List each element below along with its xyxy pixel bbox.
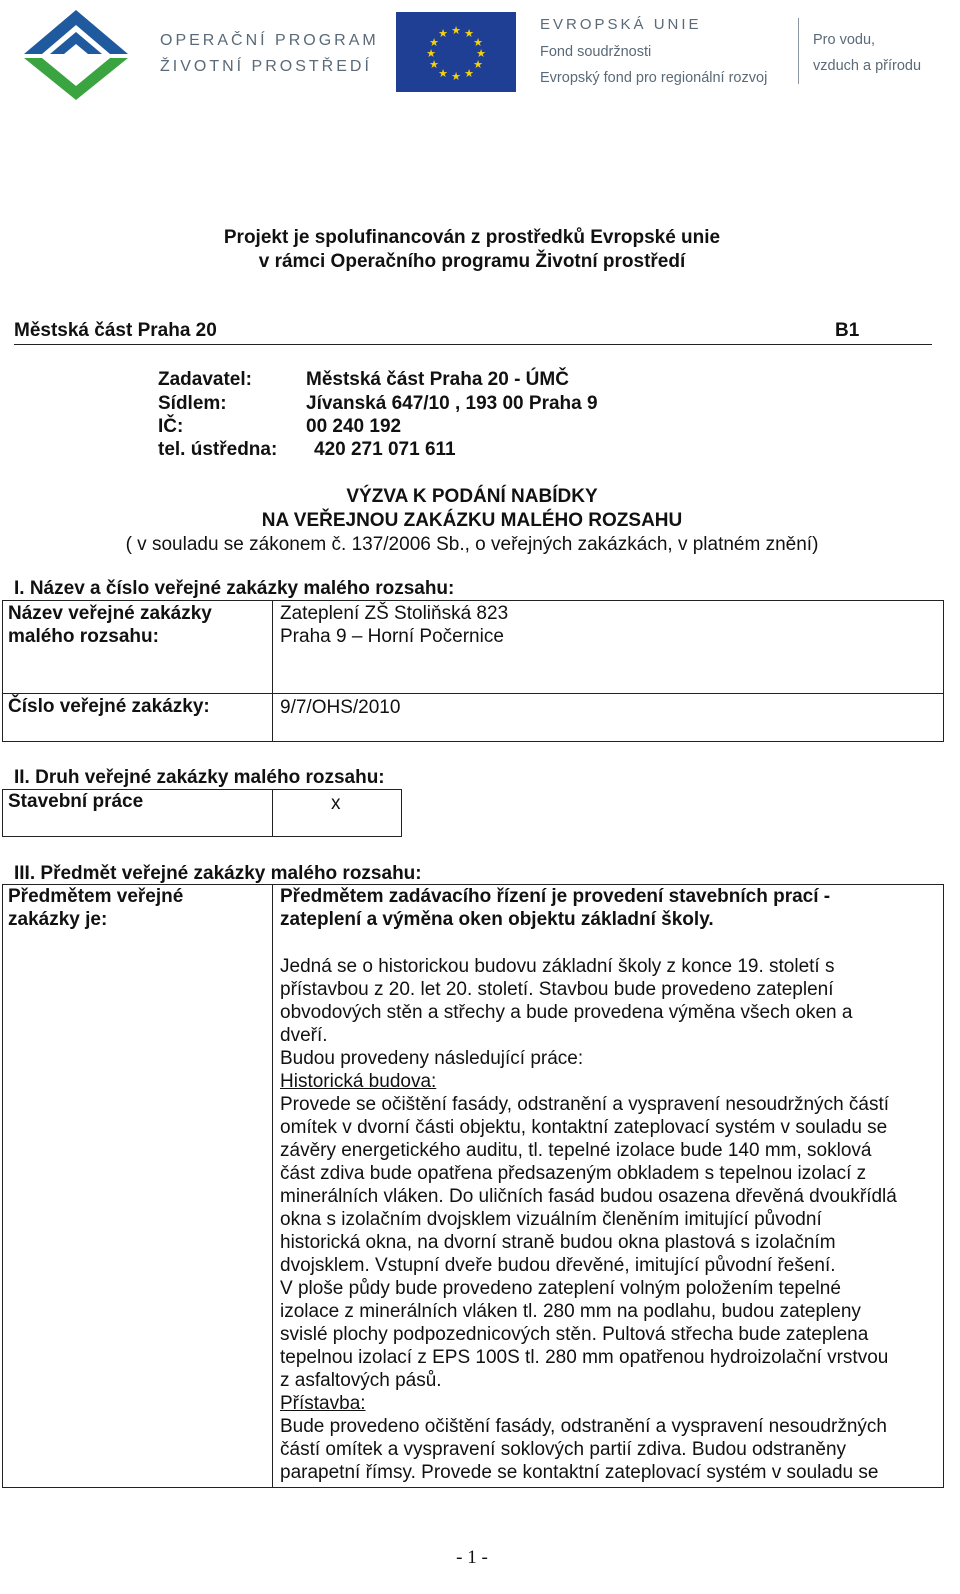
description-line: část zdiva bude opatřena předsazeným obkladem s tepelnou izolací z [280, 1163, 867, 1184]
description-line: závěry energetického auditu, tl. tepelné izolace bude 140 mm, soklová [280, 1140, 872, 1161]
eu-fund-1: Fond soudržnosti [540, 44, 652, 60]
label-tel: tel. ústředna: [158, 439, 278, 460]
document-code: B1 [835, 320, 860, 341]
description-line: Jedná se o historickou budovu základní školy z konce 19. století s [280, 956, 835, 977]
municipality-name: Městská část Praha 20 [14, 320, 217, 341]
name-label-1: Název veřejné zakázky [8, 603, 212, 624]
description-line: minerálních vláken. Do uličních fasád budou osazena dřevěná dvoukřídlá [280, 1186, 897, 1207]
label-ic: IČ: [158, 416, 184, 437]
description-subheading: Historická budova: [280, 1071, 437, 1092]
header-divider [798, 18, 799, 84]
slogan-2: vzduch a přírodu [813, 58, 922, 74]
op-logo-text-2: ŽIVOTNÍ PROSTŘEDÍ [160, 58, 372, 75]
description-line: Bude provedeno očištění fasády, odstranění a vyspravení nesoudržných [280, 1416, 887, 1437]
slogan-1: Pro vodu, [813, 32, 876, 48]
svg-text:★: ★ [464, 67, 474, 80]
intro-line-1: Projekt je spolufinancován z prostředků Evropské unie [223, 227, 721, 248]
description-line: obvodových stěn a střechy a bude provedena výměna všech oken a [280, 1002, 853, 1023]
description-line: parapetní římsy. Provede se kontaktní zateplovací systém v souladu se [280, 1462, 879, 1483]
description-line: dveří. [280, 1025, 328, 1046]
description-line: přístavbou z 20. let 20. století. Stavbou bude provedeno zateplení [280, 979, 834, 1000]
description-line: tepelnou izolací z EPS 100S tl. 280 mm opatřenou hydroizolační vrstvou [280, 1347, 889, 1368]
title-line-2: NA VEŘEJNOU ZAKÁZKU MALÉHO ROZSAHU [261, 510, 683, 531]
value-tel: 420 271 071 611 [314, 439, 456, 460]
description-line: historická okna, na dvorní straně budou okna plastová s izolačním [280, 1232, 836, 1253]
description-line: okna s izolačním dvojsklem vizuálním členěním imitující původní [280, 1209, 822, 1230]
eu-flag [396, 12, 516, 92]
page-number: - 1 - [456, 1547, 488, 1568]
svg-text:★: ★ [464, 27, 474, 40]
subject-label-2: zakázky je: [8, 909, 108, 930]
op-logo-text-1: OPERAČNÍ PROGRAM [160, 32, 379, 49]
subject-label-1: Předmětem veřejné [8, 886, 184, 907]
name-value-1: Zateplení ZŠ Stoliňská 823 [280, 603, 509, 624]
description-line: z asfaltových pásů. [280, 1370, 442, 1391]
number-value: 9/7/OHS/2010 [280, 697, 401, 718]
eu-fund-2: Evropský fond pro regionální rozvoj [540, 70, 768, 86]
value-sidlem: Jívanská 647/10 , 193 00 Praha 9 [306, 393, 598, 414]
description-line: dvojsklem. Vstupní dveře budou dřevěné, imitující původní řešení. [280, 1255, 836, 1276]
section-2-heading: II. Druh veřejné zakázky malého rozsahu: [14, 767, 385, 788]
description-line: V ploše půdy bude provedeno zateplení volným položením tepelné [280, 1278, 841, 1299]
svg-text:★: ★ [426, 47, 436, 60]
section-1-col-divider [272, 600, 273, 742]
svg-text:★: ★ [438, 67, 448, 80]
description-line: izolace z minerálních vláken tl. 280 mm na podlahu, budou zatepleny [280, 1301, 861, 1322]
description-subheading: Přístavba: [280, 1393, 366, 1414]
svg-text:★: ★ [429, 36, 439, 49]
work-type-label: Stavební práce [8, 791, 144, 812]
label-zadavatel: Zadavatel: [158, 369, 252, 390]
svg-text:★: ★ [438, 27, 448, 40]
section-2-col-divider [272, 789, 273, 837]
op-zp-logo [14, 6, 139, 102]
subject-bold-1: Předmětem zadávacího řízení je provedení stavebních prací - [280, 886, 831, 907]
section-3-col-divider [272, 884, 273, 1488]
description-line: Budou provedeny následující práce: [280, 1048, 584, 1069]
description-line: částí omítek a vyspravení soklových partií zdiva. Budou odstraněny [280, 1439, 847, 1460]
description-line: svislé plochy podpozednicových stěn. Pultová střecha bude zateplena [280, 1324, 869, 1345]
description-line: omítek v dvorní části objektu, kontaktní zateplovací systém v souladu se [280, 1117, 888, 1138]
description-line: Provede se očištění fasády, odstranění a vyspravení nesoudržných částí [280, 1094, 890, 1115]
eu-title: EVROPSKÁ UNIE [540, 16, 702, 33]
subject-description [280, 955, 940, 1484]
section-3-heading: III. Předmět veřejné zakázky malého rozsahu: [14, 863, 422, 884]
svg-text:★: ★ [451, 70, 461, 83]
svg-text:★: ★ [451, 24, 461, 37]
number-label: Číslo veřejné zakázky: [8, 696, 210, 717]
title-line-1: VÝZVA K PODÁNÍ NABÍDKY [346, 486, 598, 507]
value-zadavatel: Městská část Praha 20 - ÚMČ [306, 369, 569, 390]
value-ic: 00 240 192 [306, 416, 402, 437]
name-value-2: Praha 9 – Horní Počernice [280, 626, 504, 647]
section-1-heading: I. Název a číslo veřejné zakázky malého rozsahu: [14, 578, 455, 599]
label-sidlem: Sídlem: [158, 393, 227, 414]
subject-bold-2: zateplení a výměna oken objektu základní školy. [280, 909, 714, 930]
work-type-mark: x [331, 793, 341, 814]
svg-text:★: ★ [429, 58, 439, 71]
svg-text:★: ★ [473, 36, 483, 49]
section-1-row-divider [2, 693, 944, 694]
svg-text:★: ★ [473, 58, 483, 71]
svg-text:★: ★ [476, 47, 486, 60]
header-rule [14, 344, 932, 345]
name-label-2: malého rozsahu: [8, 626, 159, 647]
title-line-3: ( v souladu se zákonem č. 137/2006 Sb., o veřejných zakázkách, v platném znění) [125, 534, 819, 555]
intro-line-2: v rámci Operačního programu Životní prostředí [258, 251, 686, 272]
